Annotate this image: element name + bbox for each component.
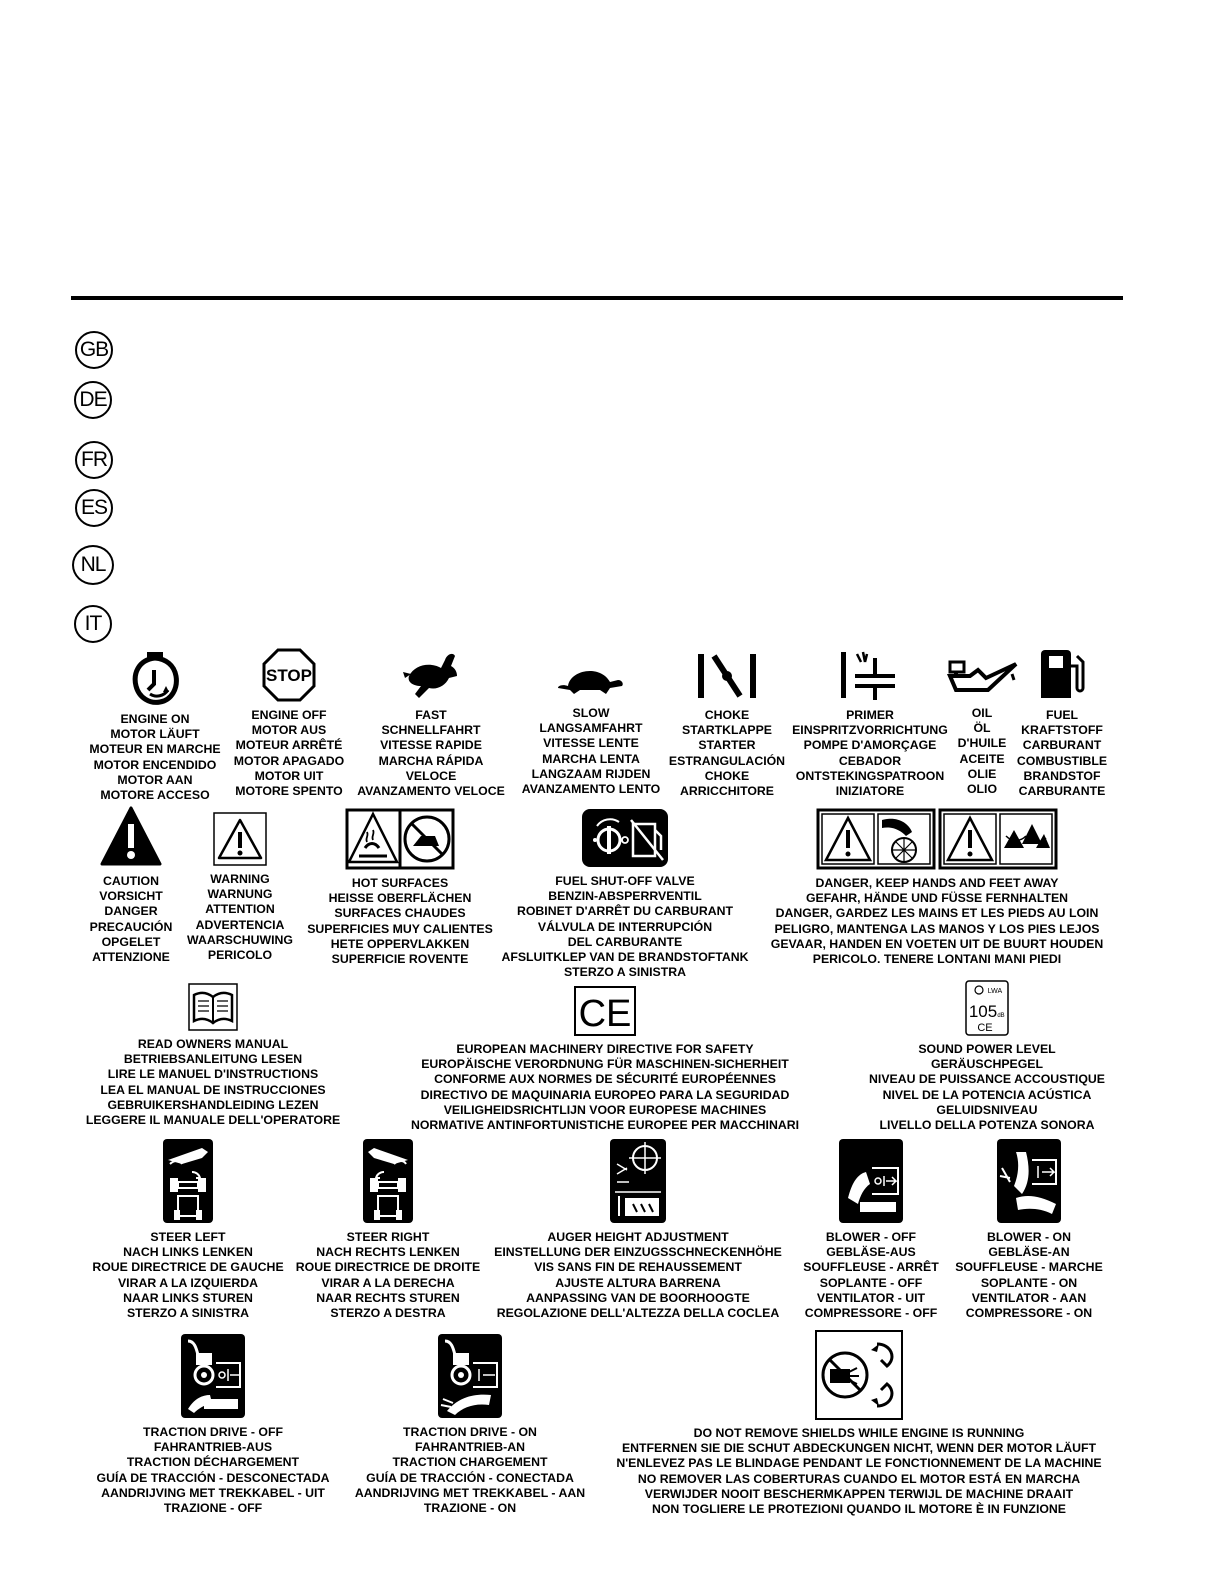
shields-icon	[815, 1330, 903, 1420]
traction-on-icon	[437, 1333, 503, 1419]
slow-caption: SLOW LANGSAMFAHRT VITESSE LENTE MARCHA LENTA LANGZAAM RIJDEN AVANZAMENTO LENTO	[521, 706, 661, 797]
header-rule	[71, 296, 1123, 300]
engine-off-caption: ENGINE OFF MOTOR AUS MOTEUR ARRÊTÉ MOTOR APAGADO MOTOR UIT MOTORE SPENTO	[233, 708, 345, 799]
hands-feet-danger-icon	[816, 808, 1058, 870]
stop-sign-icon	[262, 648, 316, 702]
fuel-valve-caption: FUEL SHUT-OFF VALVE BENZIN-ABSPERRVENTIL ROBINET D'ARRÊT DU CARBURANT VÁLVULA DE INTERRUPCIÓN DEL CARBURANTE AFSLUITKLEP VAN DE BRANDSTOFTANK STERZO A SINISTRA	[501, 874, 749, 980]
ce-mark-icon	[574, 986, 636, 1036]
lang-badge-de: DE	[74, 381, 112, 419]
lang-badge-es: ES	[75, 489, 113, 527]
symbol-slow	[516, 660, 666, 797]
symbol-fuel-valve	[495, 808, 755, 980]
engine-on-caption: ENGINE ON MOTOR LÄUFT MOTEUR EN MARCHE MOTOR ENCENDIDO MOTOR AAN MOTORE ACCESO	[89, 712, 221, 803]
choke-icon	[696, 650, 758, 702]
svg-text:105: 105	[968, 1002, 998, 1021]
steer-left-icon	[162, 1138, 214, 1224]
warning-triangle-icon	[213, 812, 267, 866]
fuel-caption: FUEL KRAFTSTOFF CARBURANT COMBUSTIBLE BRANDSTOF CARBURANTE	[1016, 708, 1108, 799]
engine-on-icon	[130, 648, 180, 706]
symbol-shields	[604, 1330, 1114, 1517]
blower-off-icon	[838, 1138, 904, 1224]
symbol-oil	[951, 656, 1013, 797]
warning-caption: WARNING WARNUNG ATTENTION ADVERTENCIA WAARSCHUWING PERICOLO	[187, 872, 293, 963]
svg-text:CE: CE	[578, 993, 632, 1035]
hot-surfaces-caption: HOT SURFACES HEISSE OBERFLÄCHEN SURFACES CHAUDES SUPERFICIES MUY CALIENTES HETE OPPERVLAKKEN SUPERFICIE ROVENTE	[307, 876, 493, 967]
symbol-blower-off	[796, 1138, 946, 1321]
primer-icon	[837, 648, 903, 702]
oil-can-icon	[946, 656, 1018, 700]
symbol-manual	[85, 983, 341, 1128]
caution-caption: CAUTION VORSICHT DANGER PRECAUCIÓN OPGELET ATTENZIONE	[89, 874, 173, 965]
lang-badge-it: IT	[74, 605, 112, 643]
manual-caption: READ OWNERS MANUAL BETRIEBSANLEITUNG LESEN LIRE LE MANUEL D'INSTRUCTIONS LEA EL MANUAL DE INSTRUCCIONES GEBRUIKERSHANDLEIDING LEZEN LEGGERE IL MANUALE DELL'OPERATORE	[85, 1037, 341, 1128]
symbol-traction-off	[90, 1333, 336, 1516]
hot-surface-icon	[345, 808, 455, 870]
symbol-fast	[351, 650, 511, 799]
sound-level-icon	[965, 980, 1009, 1036]
symbol-fuel	[1015, 648, 1109, 799]
fast-caption: FAST SCHNELLFAHRT VITESSE RAPIDE MARCHA RÁPIDA VELOCE AVANZAMENTO VELOCE	[357, 708, 505, 799]
caution-triangle-icon	[100, 806, 162, 868]
shields-caption: DO NOT REMOVE SHIELDS WHILE ENGINE IS RUNNING ENTFERNEN SIE DIE SCHUT ABDECKUNGEN NICHT, WENN DER MOTOR LÄUFT N'ENLEVEZ PAS LE BLINDAGE PENDANT LE FONCTIONNEMENT DE LA MACHINE NO REMOVER LAS COBERTURAS CUANDO EL MOTOR ESTÁ EN MARCHA VERWIJDER NOOIT BESCHERMKAPPEN TERWIJL DE MACHINE DRAAIT NON TOGLIERE LE PROTEZIONI QUANDO IL MOTORE È IN FUNZIONE	[616, 1426, 1102, 1517]
lang-badge-fr: FR	[75, 441, 113, 479]
symbol-engine-on	[85, 648, 225, 803]
symbol-steer-left	[88, 1138, 288, 1321]
symbol-choke	[666, 650, 788, 799]
steer-right-icon	[362, 1138, 414, 1224]
turtle-icon	[556, 660, 626, 700]
symbol-blower-on	[948, 1138, 1110, 1321]
symbol-warning	[182, 812, 298, 963]
primer-caption: PRIMER EINSPRITZVORRICHTUNG POMPE D'AMORÇAGE CEBADOR ONTSTEKINGSPATROON INIZIATORE	[792, 708, 948, 799]
steer-left-caption: STEER LEFT NACH LINKS LENKEN ROUE DIRECTRICE DE GAUCHE VIRAR A LA IZQUIERDA NAAR LINKS STUREN STERZO A SINISTRA	[92, 1230, 284, 1321]
svg-text:CE: CE	[977, 1022, 993, 1034]
danger-hands-caption: DANGER, KEEP HANDS AND FEET AWAY GEFAHR, HÄNDE UND FÜSSE FERNHALTEN DANGER, GARDEZ LES MAINS ET LES PIEDS AU LOIN PELIGRO, MANTENGA LAS MANOS Y LOS PIES LEJOS GEVAAR, HANDEN EN VOETEN UIT DE BUURT HOUDEN PERICOLO. TENERE LONTANI MANI PIEDI	[770, 876, 1104, 967]
oil-caption: OIL ÖL D'HUILE ACEITE OLIE OLIO	[957, 706, 1007, 797]
fuel-pump-icon	[1039, 648, 1085, 702]
symbol-caution	[85, 806, 177, 965]
svg-text:STOP: STOP	[266, 666, 312, 685]
manual-book-icon	[188, 983, 238, 1031]
blower-off-caption: BLOWER - OFF GEBLÄSE-AUS SOUFFLEUSE - ARRÊT SOPLANTE - OFF VENTILATOR - UIT COMPRESSORE - OFF	[803, 1230, 939, 1321]
lang-badge-nl: NL	[72, 545, 114, 585]
auger-height-icon	[609, 1138, 667, 1224]
blower-on-icon	[996, 1138, 1062, 1224]
svg-text:dB: dB	[997, 1013, 1005, 1019]
symbol-sound	[862, 980, 1112, 1133]
sound-caption: SOUND POWER LEVEL GERÄUSCHPEGEL NIVEAU DE PUISSANCE ACCOUSTIQUE NIVEL DE LA POTENCIA ACÚSTICA GELUIDSNIVEAU LIVELLO DELLA POTENZA SONORA	[869, 1042, 1105, 1133]
symbol-auger	[488, 1138, 788, 1321]
steer-right-caption: STEER RIGHT NACH RECHTS LENKEN ROUE DIRECTRICE DE DROITE VIRAR A LA DERECHA NAAR RECHTS STUREN STERZO A DESTRA	[295, 1230, 481, 1321]
symbol-engine-off	[229, 648, 349, 799]
blower-on-caption: BLOWER - ON GEBLÄSE-AN SOUFFLEUSE - MARCHE SOPLANTE - ON VENTILATOR - AAN COMPRESSORE - ON	[955, 1230, 1103, 1321]
symbol-steer-right	[290, 1138, 486, 1321]
rabbit-icon	[401, 650, 461, 702]
traction-off-icon	[180, 1333, 246, 1419]
symbol-danger-hands	[762, 808, 1112, 967]
traction-off-caption: TRACTION DRIVE - OFF FAHRANTRIEB-AUS TRACTION DÉCHARGEMENT GUÍA DE TRACCIÓN - DESCONECTADA AANDRIJVING MET TREKKABEL - UIT TRAZIONE - OFF	[96, 1425, 330, 1516]
symbol-traction-on	[346, 1333, 594, 1516]
lang-badge-gb: GB	[75, 331, 113, 369]
traction-on-caption: TRACTION DRIVE - ON FAHRANTRIEB-AN TRACTION CHARGEMENT GUÍA DE TRACCIÓN - CONECTADA AANDRIJVING MET TREKKABEL - AAN TRAZIONE - ON	[354, 1425, 586, 1516]
auger-caption: AUGER HEIGHT ADJUSTMENT EINSTELLUNG DER EINZUGSSCHNECKENHÖHE VIS SANS FIN DE REHAUSSEMENT AJUSTE ALTURA BARRENA AANPASSING VAN DE BOORHOOGTE REGOLAZIONE DELL'ALTEZZA DELLA COCLEA	[494, 1230, 782, 1321]
symbol-hot-surfaces	[300, 808, 500, 967]
symbol-primer	[790, 648, 950, 799]
choke-caption: CHOKE STARTKLAPPE STARTER ESTRANGULACIÓN CHOKE ARRICCHITORE	[668, 708, 786, 799]
fuel-valve-icon	[581, 808, 669, 868]
symbol-ce	[405, 986, 805, 1133]
ce-caption: EUROPEAN MACHINERY DIRECTIVE FOR SAFETY EUROPÄISCHE VERORDNUNG FÜR MASCHINEN-SICHERHEIT CONFORME AUX NORMES DE SÉCURITÉ EUROPÉENNES DIRECTIVO DE MAQUINARIA EUROPEO PARA LA SEGURIDAD VEILIGHEIDSRICHTLIJN VOOR EUROPESE MACHINES NORMATIVE ANTINFORTUNISTICHE EUROPEE PER MACCHINARI	[410, 1042, 800, 1133]
svg-text:LWA: LWA	[987, 988, 1003, 995]
